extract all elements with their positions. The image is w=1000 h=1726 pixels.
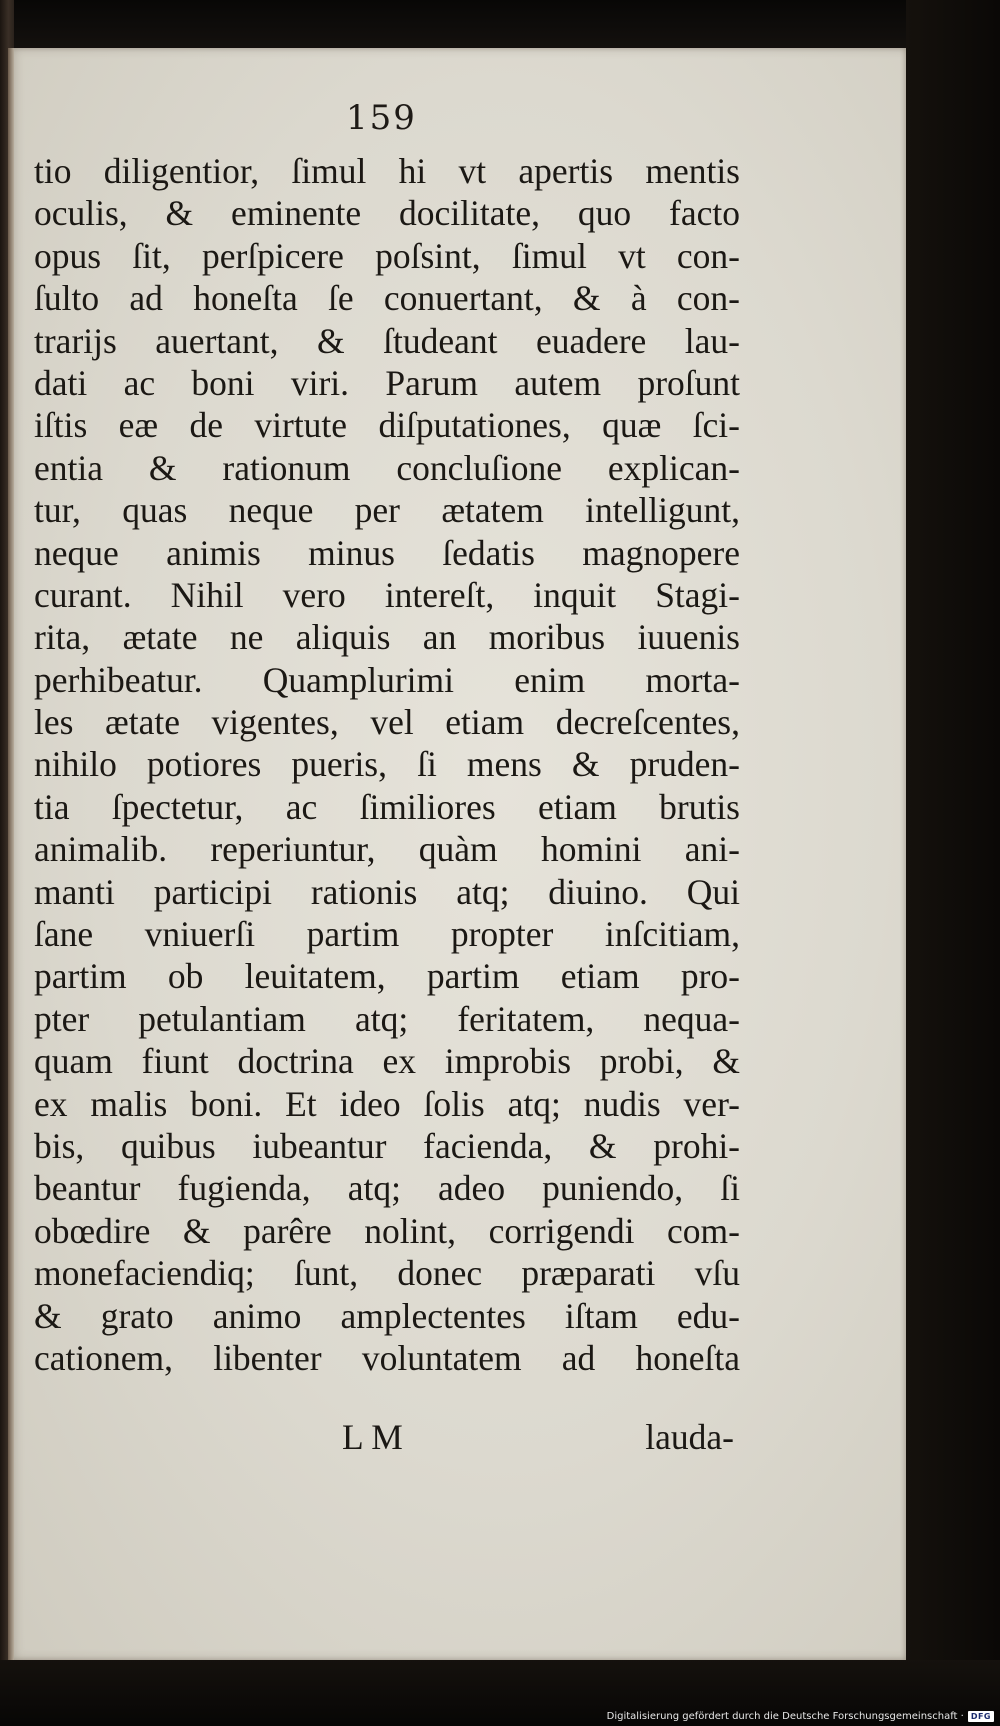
text-line: manti participi rationis atq; diuino. Qui xyxy=(34,871,740,912)
text-line: les ætate vigentes, vel etiam decreſcentes, xyxy=(34,702,740,743)
text-line: trarijs auertant, & ſtudeant euadere lau- xyxy=(34,320,740,361)
text-line: pter petulantiam atq; feritatem, nequa- xyxy=(34,998,740,1039)
text-line: ex malis boni. Et ideo ſolis atq; nudis ver- xyxy=(34,1083,740,1124)
page-number: 159 xyxy=(346,98,417,138)
scan-background-right xyxy=(906,0,1000,1726)
scan-top-edge xyxy=(0,0,1000,50)
text-line: iſtis eæ de virtute diſputationes, quæ ſci- xyxy=(34,405,740,446)
text-line: dati ac boni viri. Parum autem proſunt xyxy=(34,362,740,403)
text-line: tio diligentior, ſimul hi vt apertis mentis xyxy=(34,151,740,191)
text-line: beantur fugienda, atq; adeo puniendo, ſi xyxy=(34,1168,740,1209)
text-line: tia ſpectetur, ac ſimiliores etiam brutis xyxy=(34,786,740,827)
text-line: nihilo potiores pueris, ſi mens & pruden- xyxy=(34,744,740,785)
book-page xyxy=(8,48,906,1660)
credit-text: Digitalisierung gefördert durch die Deutsche Forschungsgemeinschaft · xyxy=(606,1711,964,1722)
text-line: curant. Nihil vero intereſt, inquit Stagi- xyxy=(34,574,740,615)
text-line: animalib. reperiuntur, quàm homini ani- xyxy=(34,829,740,870)
text-line: quam fiunt doctrina ex improbis probi, & xyxy=(34,1041,740,1082)
dfg-logo-badge: DFG xyxy=(968,1711,994,1722)
digitization-credit xyxy=(607,1711,994,1722)
signature-mark: L M xyxy=(342,1417,403,1457)
text-line: entia & rationum concluſione explican- xyxy=(34,447,740,488)
text-line: opus ſit, perſpicere poſsint, ſimul vt con- xyxy=(34,235,740,276)
catchword: lauda- xyxy=(645,1417,734,1457)
text-line: perhibeatur. Quamplurimi enim morta- xyxy=(34,659,740,700)
text-line: rita, ætate ne aliquis an moribus iuuenis xyxy=(34,617,740,658)
text-line: ſane vniuerſi partim propter inſcitiam, xyxy=(34,914,740,955)
text-line: neque animis minus ſedatis magnopere xyxy=(34,532,740,573)
text-line: partim ob leuitatem, partim etiam pro- xyxy=(34,956,740,997)
text-line: obœdire & parêre nolint, corrigendi com- xyxy=(34,1210,740,1251)
catchline xyxy=(34,1416,740,1458)
text-line: cationem, libenter voluntatem ad honeſta xyxy=(34,1337,740,1378)
text-line: & grato animo amplectentes iſtam edu- xyxy=(34,1295,740,1336)
text-line: tur, quas neque per ætatem intelligunt, xyxy=(34,490,740,531)
text-line: ſulto ad honeſta ſe conuertant, & à con- xyxy=(34,278,740,319)
text-line: bis, quibus iubeantur facienda, & prohi- xyxy=(34,1125,740,1166)
body-text xyxy=(34,150,740,1379)
text-line: oculis, & eminente docilitate, quo facto xyxy=(34,193,740,234)
text-line: monefaciendiq; ſunt, donec præparati vſu xyxy=(34,1253,740,1294)
